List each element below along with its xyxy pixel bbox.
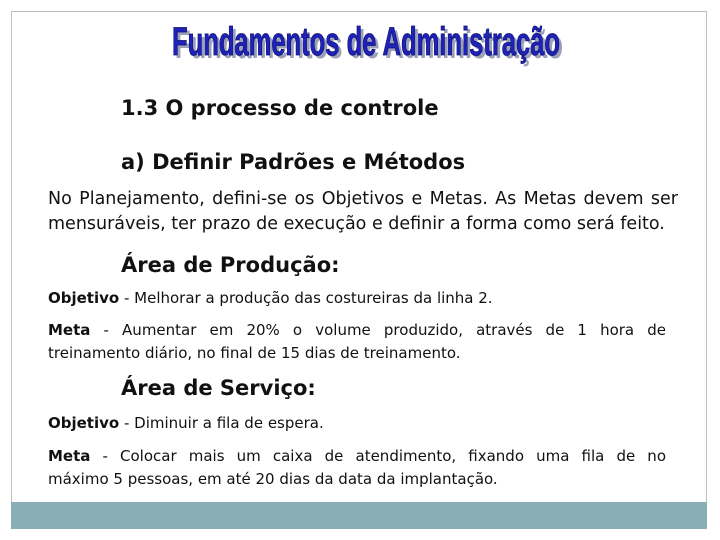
producao-heading: Área de Produção:	[121, 253, 340, 277]
servico-meta-label: Meta	[48, 447, 91, 465]
servico-meta-line-1	[48, 445, 666, 468]
producao-objetivo-label: Objetivo	[48, 289, 120, 307]
producao-meta-line-1	[48, 319, 666, 342]
servico-objetivo-label: Objetivo	[48, 414, 120, 432]
servico-meta	[48, 445, 666, 491]
servico-meta-line-2: máximo 5 pessoas, em até 20 dias da data da implantação.	[48, 470, 498, 488]
intro-line-2: mensuráveis, ter prazo de execução e definir a forma como será feito.	[48, 214, 665, 234]
servico-heading: Área de Serviço:	[121, 376, 316, 400]
producao-meta-line-2: treinamento diário, no final de 15 dias de treinamento.	[48, 344, 461, 362]
producao-objetivo-text: - Melhorar a produção das costureiras da linha 2.	[119, 289, 493, 307]
producao-meta-text: - Aumentar em 20% o volume produzido, através de 1 hora de	[90, 321, 666, 339]
section-subheading: a) Definir Padrões e Métodos	[121, 150, 466, 174]
slide-title-shadow: Fundamentos de Administração	[175, 23, 563, 67]
intro-paragraph	[48, 187, 678, 237]
producao-meta-label: Meta	[48, 321, 91, 339]
producao-objetivo	[48, 287, 666, 310]
servico-meta-text: - Colocar mais um caixa de atendimento, fixando uma fila de no	[90, 447, 666, 465]
servico-objetivo-text: - Diminuir a fila de espera.	[119, 414, 324, 432]
footer-bar	[11, 502, 707, 529]
intro-line-1: No Planejamento, defini-se os Objetivos e Metas. As Metas devem ser	[48, 189, 678, 209]
producao-meta	[48, 319, 666, 365]
section-heading: 1.3 O processo de controle	[121, 96, 439, 120]
servico-objetivo	[48, 412, 666, 435]
slide-title-wordart	[0, 14, 720, 70]
slide-title: Fundamentos de Administração	[172, 20, 560, 64]
